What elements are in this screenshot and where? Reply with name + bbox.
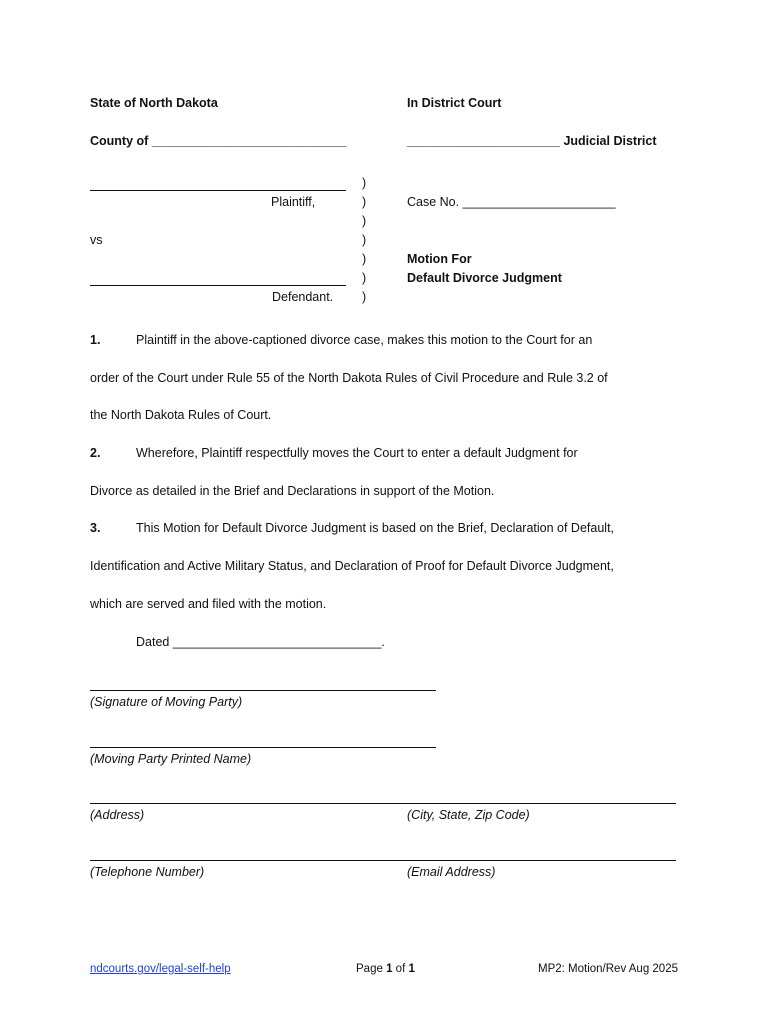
district-line xyxy=(407,133,657,149)
legal-self-help-link[interactable]: ndcourts.gov/legal-self-help xyxy=(90,963,231,975)
defendant-name-line[interactable] xyxy=(90,285,346,286)
caption-paren: ) xyxy=(362,271,367,285)
caption-paren: ) xyxy=(362,176,367,190)
paragraph-line: the North Dakota Rules of Court. xyxy=(90,408,272,422)
caption-paren: ) xyxy=(362,195,367,209)
state-heading: State of North Dakota xyxy=(90,96,218,110)
caption-paren: ) xyxy=(362,233,367,247)
motion-title-line1: Motion For xyxy=(407,252,472,266)
county-prefix: County of xyxy=(90,134,149,148)
page-indicator xyxy=(356,961,415,977)
telephone-caption: (Telephone Number) xyxy=(90,865,205,879)
vs-label: vs xyxy=(90,233,103,247)
signature-caption: (Signature of Moving Party) xyxy=(90,695,243,709)
court-heading: In District Court xyxy=(407,96,502,110)
printed-name-caption: (Moving Party Printed Name) xyxy=(90,752,252,766)
printed-name-line[interactable] xyxy=(90,747,436,748)
paragraph-line: which are served and filed with the motion. xyxy=(90,597,327,611)
paragraph-line: Wherefore, Plaintiff respectfully moves the Court to enter a default Judgment for xyxy=(136,446,578,460)
telephone-email-line[interactable] xyxy=(90,860,676,861)
motion-title-line2: Default Divorce Judgment xyxy=(407,271,562,285)
plaintiff-label: Plaintiff, xyxy=(271,195,316,209)
defendant-label: Defendant. xyxy=(272,290,334,304)
form-id: MP2: Motion/Rev Aug 2025 xyxy=(538,963,678,975)
paragraph-line: Identification and Active Military Status, and Declaration of Proof for Default Divorce Judgment, xyxy=(90,559,614,573)
city-state-zip-caption: (City, State, Zip Code) xyxy=(407,808,530,822)
caption-paren: ) xyxy=(362,290,367,304)
district-blank[interactable]: ______________________ xyxy=(407,134,560,148)
paragraph-line: Plaintiff in the above-captioned divorce case, makes this motion to the Court for an xyxy=(136,333,593,347)
page-total: 1 xyxy=(408,963,415,975)
page-number: 1 xyxy=(386,963,393,975)
paragraph-number: 2. xyxy=(90,446,101,460)
caption-paren: ) xyxy=(362,252,367,266)
paragraph-number: 1. xyxy=(90,333,101,347)
dated-period: . xyxy=(381,635,385,649)
address-caption: (Address) xyxy=(90,808,145,822)
page-of: of xyxy=(395,963,406,975)
county-line xyxy=(90,133,346,149)
plaintiff-name-line[interactable] xyxy=(90,190,346,191)
dated-blank[interactable]: ______________________________ xyxy=(172,635,382,649)
case-number-label: Case No. xyxy=(407,195,460,209)
signature-line[interactable] xyxy=(90,690,436,691)
dated-line xyxy=(136,634,385,650)
caption-paren: ) xyxy=(362,214,367,228)
paragraph-line: Divorce as detailed in the Brief and Declarations in support of the Motion. xyxy=(90,484,495,498)
paragraph-line: order of the Court under Rule 55 of the North Dakota Rules of Civil Procedure and Rule 3.2 of xyxy=(90,371,608,385)
paragraph-number: 3. xyxy=(90,521,101,535)
address-line[interactable] xyxy=(90,803,676,804)
case-number-line xyxy=(407,194,616,210)
district-suffix: Judicial District xyxy=(563,134,657,148)
county-blank[interactable]: ____________________________ xyxy=(151,134,347,148)
dated-label: Dated xyxy=(136,635,170,649)
paragraph-line: This Motion for Default Divorce Judgment is based on the Brief, Declaration of Default, xyxy=(136,521,615,535)
page-prefix: Page xyxy=(356,963,383,975)
case-number-blank[interactable]: ______________________ xyxy=(462,195,616,209)
email-caption: (Email Address) xyxy=(407,865,496,879)
